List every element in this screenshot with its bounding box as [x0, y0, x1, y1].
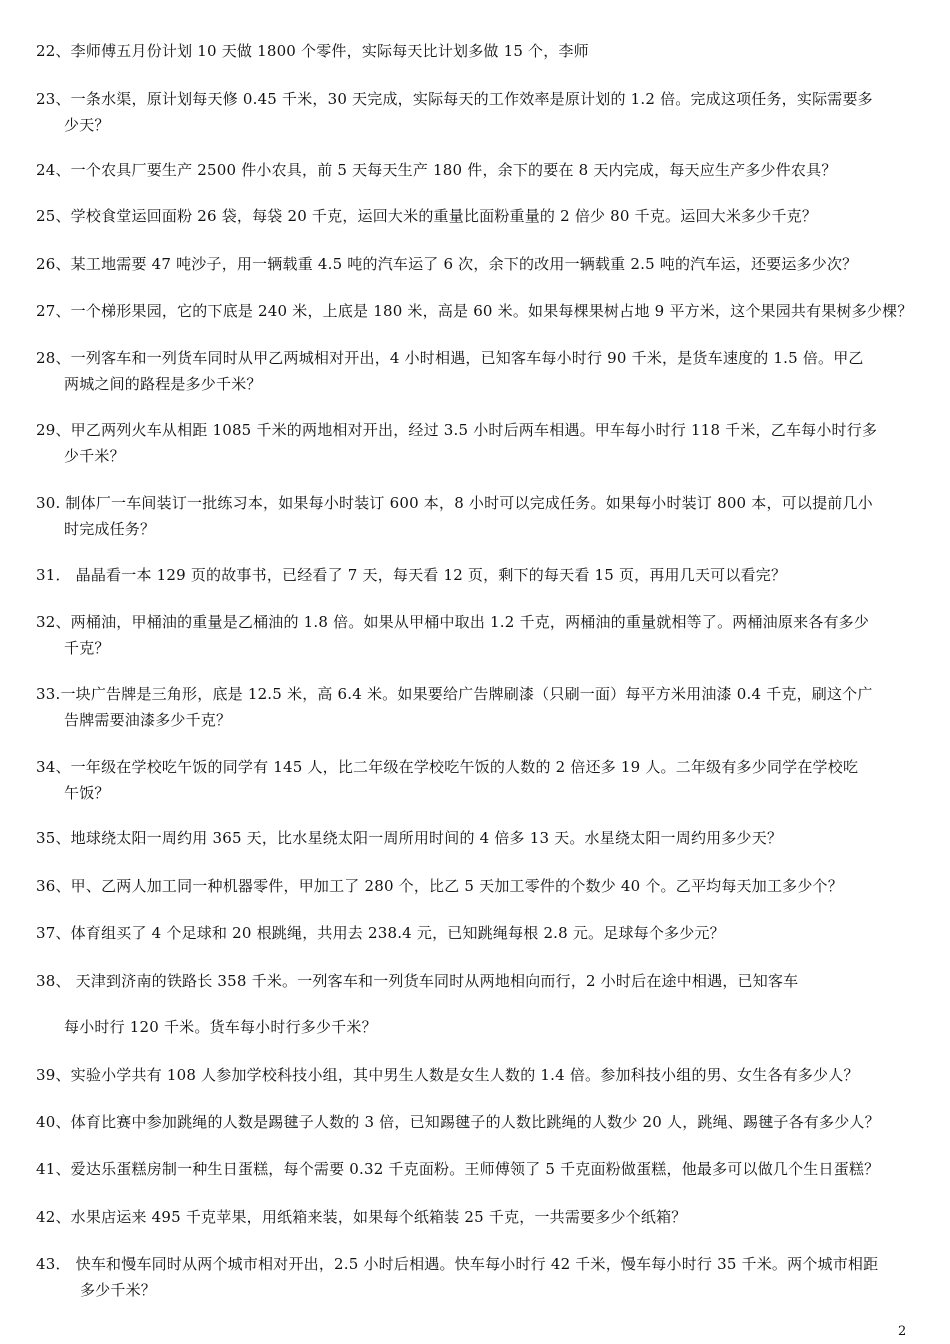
problem-line: 36、甲、乙两人加工同一种机器零件，甲加工了 280 个，比乙 5 天加工零件的个数少 40 个。乙平均每天加工多少个？	[36, 877, 843, 895]
problem-43	[36, 1251, 916, 1303]
problem-line: 22、李师傅五月份计划 10 天做 1800 个零件，实际每天比计划多做 15 个，李师	[36, 42, 589, 60]
problem-line: 40、体育比赛中参加跳绳的人数是踢毽子人数的 3 倍，已知踢毽子的人数比跳绳的人数少 20 人，跳绳、踢毽子各有多少人？	[36, 1113, 880, 1131]
problem-line: 28、一列客车和一列货车同时从甲乙两城相对开出，4 小时相遇，已知客车每小时行 90 千米，是货车速度的 1.5 倍。甲乙	[36, 349, 864, 367]
problem-line-continued: 千克？	[64, 639, 110, 657]
problem-37	[36, 920, 916, 946]
problem-line: 25、学校食堂运回面粉 26 袋，每袋 20 千克，运回大米的重量比面粉重量的 2 倍少 80 千克。运回大米多少千克？	[36, 207, 818, 225]
problem-line-continued: 多少千米？	[80, 1281, 157, 1299]
problem-line: 43． 快车和慢车同时从两个城市相对开出，2.5 小时后相遇。快车每小时行 42 千米，慢车每小时行 35 千米。两个城市相距	[36, 1255, 879, 1273]
problem-line: 38、 天津到济南的铁路长 358 千米。一列客车和一列货车同时从两地相向而行，2 小时后在途中相遇，已知客车	[36, 972, 799, 990]
problem-line: 29、甲乙两列火车从相距 1085 千米的两地相对开出，经过 3.5 小时后两车相遇。甲车每小时行 118 千米，乙车每小时行多	[36, 421, 878, 439]
problem-line: 26、某工地需要 47 吨沙子，用一辆载重 4.5 吨的汽车运了 6 次，余下的改用一辆载重 2.5 吨的汽车运，还要运多少次？	[36, 255, 858, 273]
problem-line: 30. 制体厂一车间装订一批练习本，如果每小时装订 600 本，8 小时可以完成任务。如果每小时装订 800 本，可以提前几小	[36, 494, 873, 512]
problem-line: 24、一个农具厂要生产 2500 件小农具，前 5 天每天生产 180 件，余下的要在 8 天内完成，每天应生产多少件农具？	[36, 161, 837, 179]
problem-line-continued: 时完成任务？	[64, 520, 156, 538]
problem-33	[36, 681, 916, 733]
problem-line: 35、地球绕太阳一周约用 365 天，比水星绕太阳一周所用时间的 4 倍多 13 天。水星绕太阳一周约用多少天？	[36, 829, 783, 847]
problem-30	[36, 490, 916, 542]
problem-27	[36, 298, 916, 324]
problem-36	[36, 873, 916, 899]
problem-line-continued: 少天？	[64, 116, 110, 134]
page-number: 2	[898, 1324, 907, 1339]
problem-42	[36, 1204, 916, 1230]
problem-28	[36, 345, 916, 397]
problem-line-continued: 午饭？	[64, 784, 110, 802]
problem-line-continued: 两城之间的路程是多少千米？	[64, 375, 262, 393]
problem-line: 23、一条水渠，原计划每天修 0.45 千米，30 天完成，实际每天的工作效率是原计划的 1.2 倍。完成这项任务，实际需要多	[36, 90, 873, 108]
problem-39	[36, 1062, 916, 1088]
problem-line-continued: 少千米？	[64, 447, 125, 465]
problem-29	[36, 417, 916, 469]
problem-line: 41、爱达乐蛋糕房制一种生日蛋糕，每个需要 0.32 千克面粉。王师傅领了 5 千克面粉做蛋糕，他最多可以做几个生日蛋糕？	[36, 1160, 880, 1178]
problem-line-continued: 告牌需要油漆多少千克？	[64, 711, 232, 729]
problem-41	[36, 1156, 916, 1182]
problem-38	[36, 968, 916, 1040]
problem-line: 27、一个梯形果园，它的下底是 240 米，上底是 180 米，高是 60 米。如果每棵果树占地 9 平方米，这个果园共有果树多少棵？	[36, 302, 913, 320]
problem-32	[36, 609, 916, 661]
problem-22	[36, 38, 916, 64]
problem-line: 39、实验小学共有 108 人参加学校科技小组，其中男生人数是女生人数的 1.4 倍。参加科技小组的男、女生各有多少人？	[36, 1066, 859, 1084]
problem-23	[36, 86, 916, 138]
problem-35	[36, 825, 916, 851]
problem-26	[36, 251, 916, 277]
problem-line-continued: 每小时行 120 千米。货车每小时行多少千米？	[64, 1018, 377, 1036]
problem-25	[36, 203, 916, 229]
problem-line: 34、一年级在学校吃午饭的同学有 145 人，比二年级在学校吃午饭的人数的 2 倍还多 19 人。二年级有多少同学在学校吃	[36, 758, 859, 776]
problem-31	[36, 562, 916, 588]
problem-line: 32、两桶油，甲桶油的重量是乙桶油的 1.8 倍。如果从甲桶中取出 1.2 千克，两桶油的重量就相等了。两桶油原来各有多少	[36, 613, 870, 631]
problem-line: 37、体育组买了 4 个足球和 20 根跳绳，共用去 238.4 元，已知跳绳每根 2.8 元。足球每个多少元？	[36, 924, 725, 942]
problem-line: 42、水果店运来 495 千克苹果，用纸箱来装，如果每个纸箱装 25 千克，一共需要多少个纸箱？	[36, 1208, 687, 1226]
problem-line: 33.一块广告牌是三角形，底是 12.5 米，高 6.4 米。如果要给广告牌刷漆（只刷一面）每平方米用油漆 0.4 千克，刷这个广	[36, 685, 873, 703]
problem-40	[36, 1109, 916, 1135]
problem-24	[36, 157, 916, 183]
problem-34	[36, 754, 916, 806]
problem-line: 31． 晶晶看一本 129 页的故事书，已经看了 7 天，每天看 12 页，剩下的每天看 15 页，再用几天可以看完？	[36, 566, 787, 584]
